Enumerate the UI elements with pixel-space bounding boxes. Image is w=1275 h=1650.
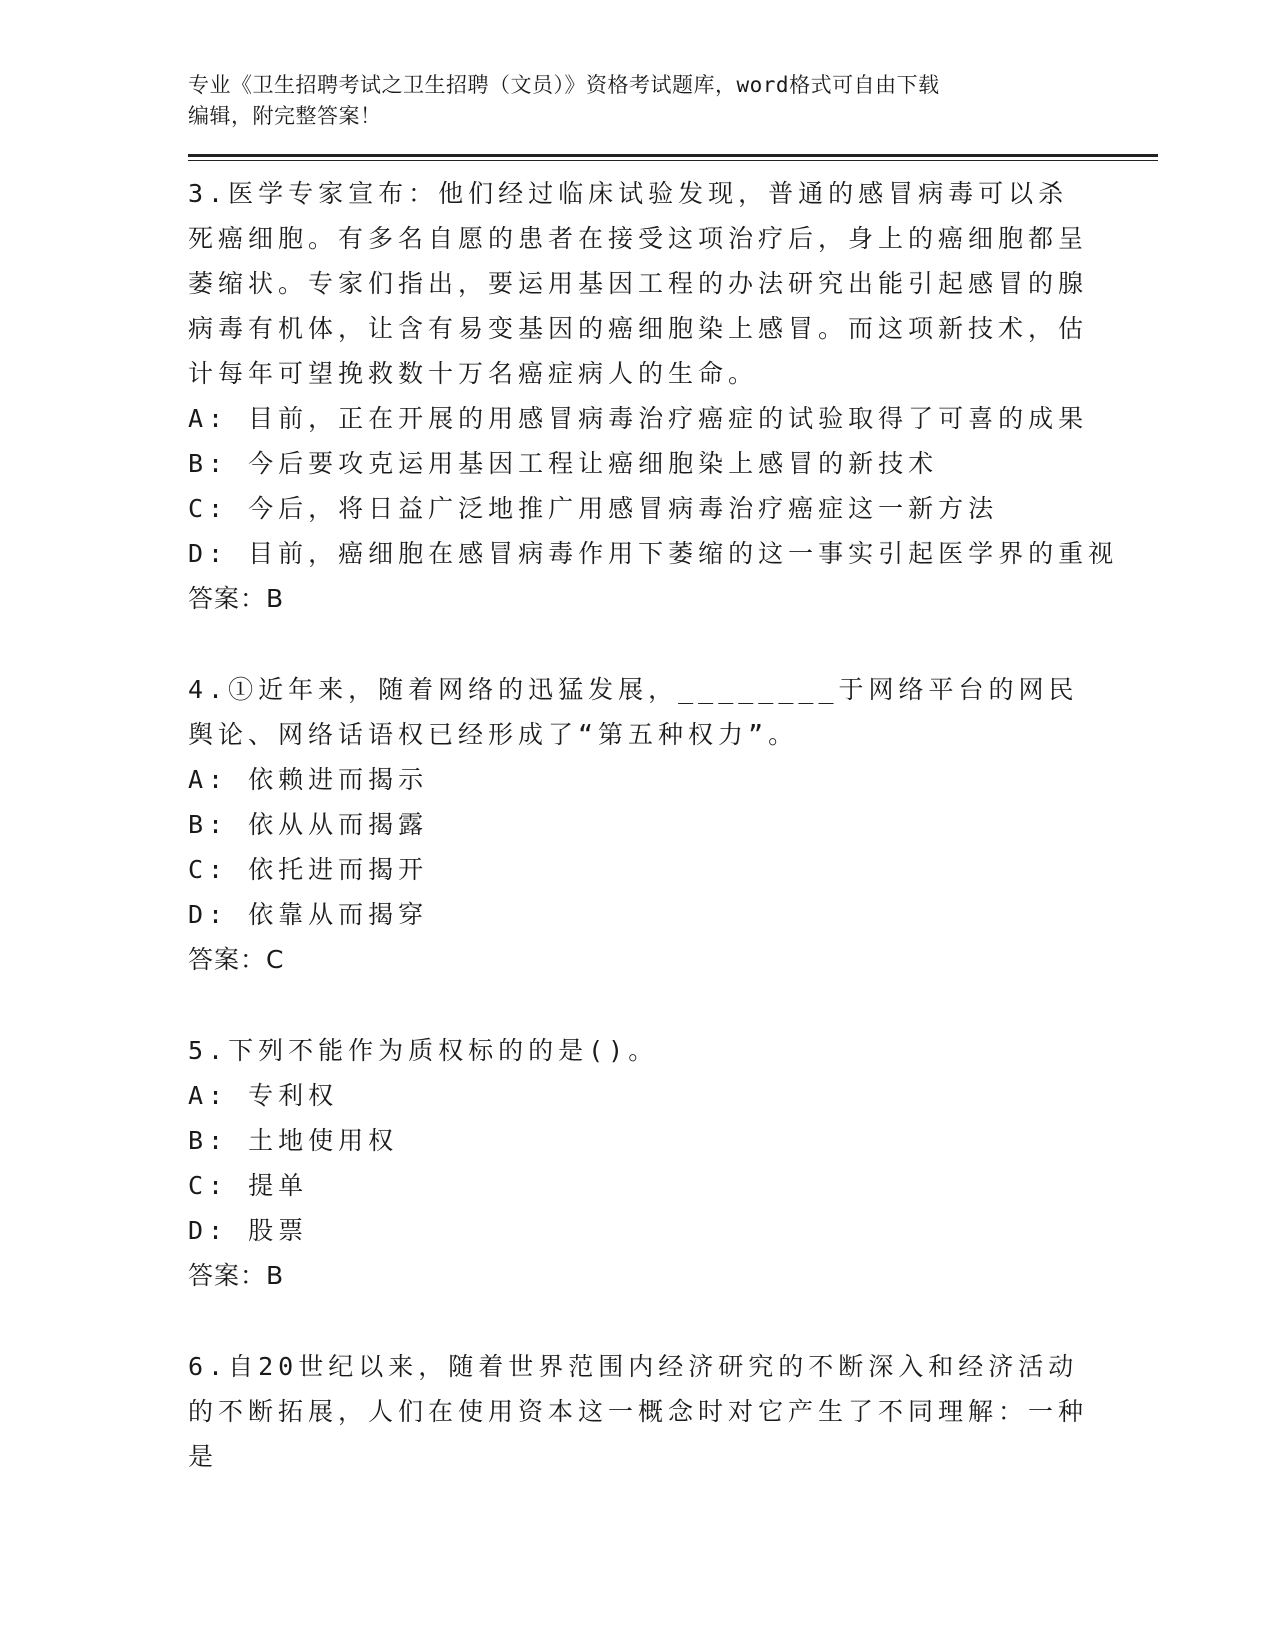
option-c: C: 今后，将日益广泛地推广用感冒病毒治疗癌症这一新方法 <box>188 494 999 523</box>
option-c: C: 提单 <box>188 1171 309 1200</box>
question-6 <box>188 1344 1158 1479</box>
header-line-1: 专业《卫生招聘考试之卫生招聘（文员）》资格考试题库，word格式可自由下载 <box>188 73 940 97</box>
spacer <box>188 621 1158 667</box>
option-a: A: 目前，正在开展的用感冒病毒治疗癌症的试验取得了可喜的成果 <box>188 404 1089 433</box>
spacer <box>188 982 1158 1028</box>
option-b: B: 今后要攻克运用基因工程让癌细胞染上感冒的新技术 <box>188 449 939 478</box>
question-stem: 3.医学专家宣布：他们经过临床试验发现，普通的感冒病毒可以杀死癌细胞。有多名自愿的患者在接受这项治疗后，身上的癌细胞都呈萎缩状。专家们指出，要运用基因工程的办法研究出能引起感冒的腺病毒有机体，让含有易变基因的癌细胞染上感冒。而这项新技术，估计每年可望挽救数十万名癌症病人的生命。 <box>188 179 1089 388</box>
option-b: B: 依从从而揭露 <box>188 810 429 839</box>
answer-line: 答案：B <box>188 1261 285 1290</box>
divider-thin-line <box>188 160 1158 161</box>
question-stem: 5.下列不能作为质权标的的是()。 <box>188 1036 659 1065</box>
question-4 <box>188 667 1158 982</box>
question-5 <box>188 1028 1158 1298</box>
divider-thick-line <box>188 154 1158 157</box>
answer-line: 答案：B <box>188 584 285 613</box>
option-d: D: 股票 <box>188 1216 309 1245</box>
header-line-2: 编辑，附完整答案！ <box>188 104 382 128</box>
option-c: C: 依托进而揭开 <box>188 855 429 884</box>
question-3 <box>188 171 1158 621</box>
option-b: B: 土地使用权 <box>188 1126 399 1155</box>
option-d: D: 依靠从而揭穿 <box>188 900 429 929</box>
header-divider <box>188 154 1158 161</box>
answer-line: 答案：C <box>188 945 285 974</box>
option-a: A: 专利权 <box>188 1081 339 1110</box>
spacer <box>188 1298 1158 1344</box>
option-d: D: 目前，癌细胞在感冒病毒作用下萎缩的这一事实引起医学界的重视 <box>188 539 1119 568</box>
document-header <box>188 70 1088 132</box>
question-stem: 4.①近年来，随着网络的迅猛发展，________于网络平台的网民舆论、网络话语权已经形成了“第五种权力”。 <box>188 675 1079 749</box>
option-a: A: 依赖进而揭示 <box>188 765 429 794</box>
document-page <box>188 70 1158 1479</box>
question-stem: 6.自20世纪以来，随着世界范围内经济研究的不断深入和经济活动的不断拓展，人们在使用资本这一概念时对它产生了不同理解：一种是 <box>188 1352 1089 1471</box>
